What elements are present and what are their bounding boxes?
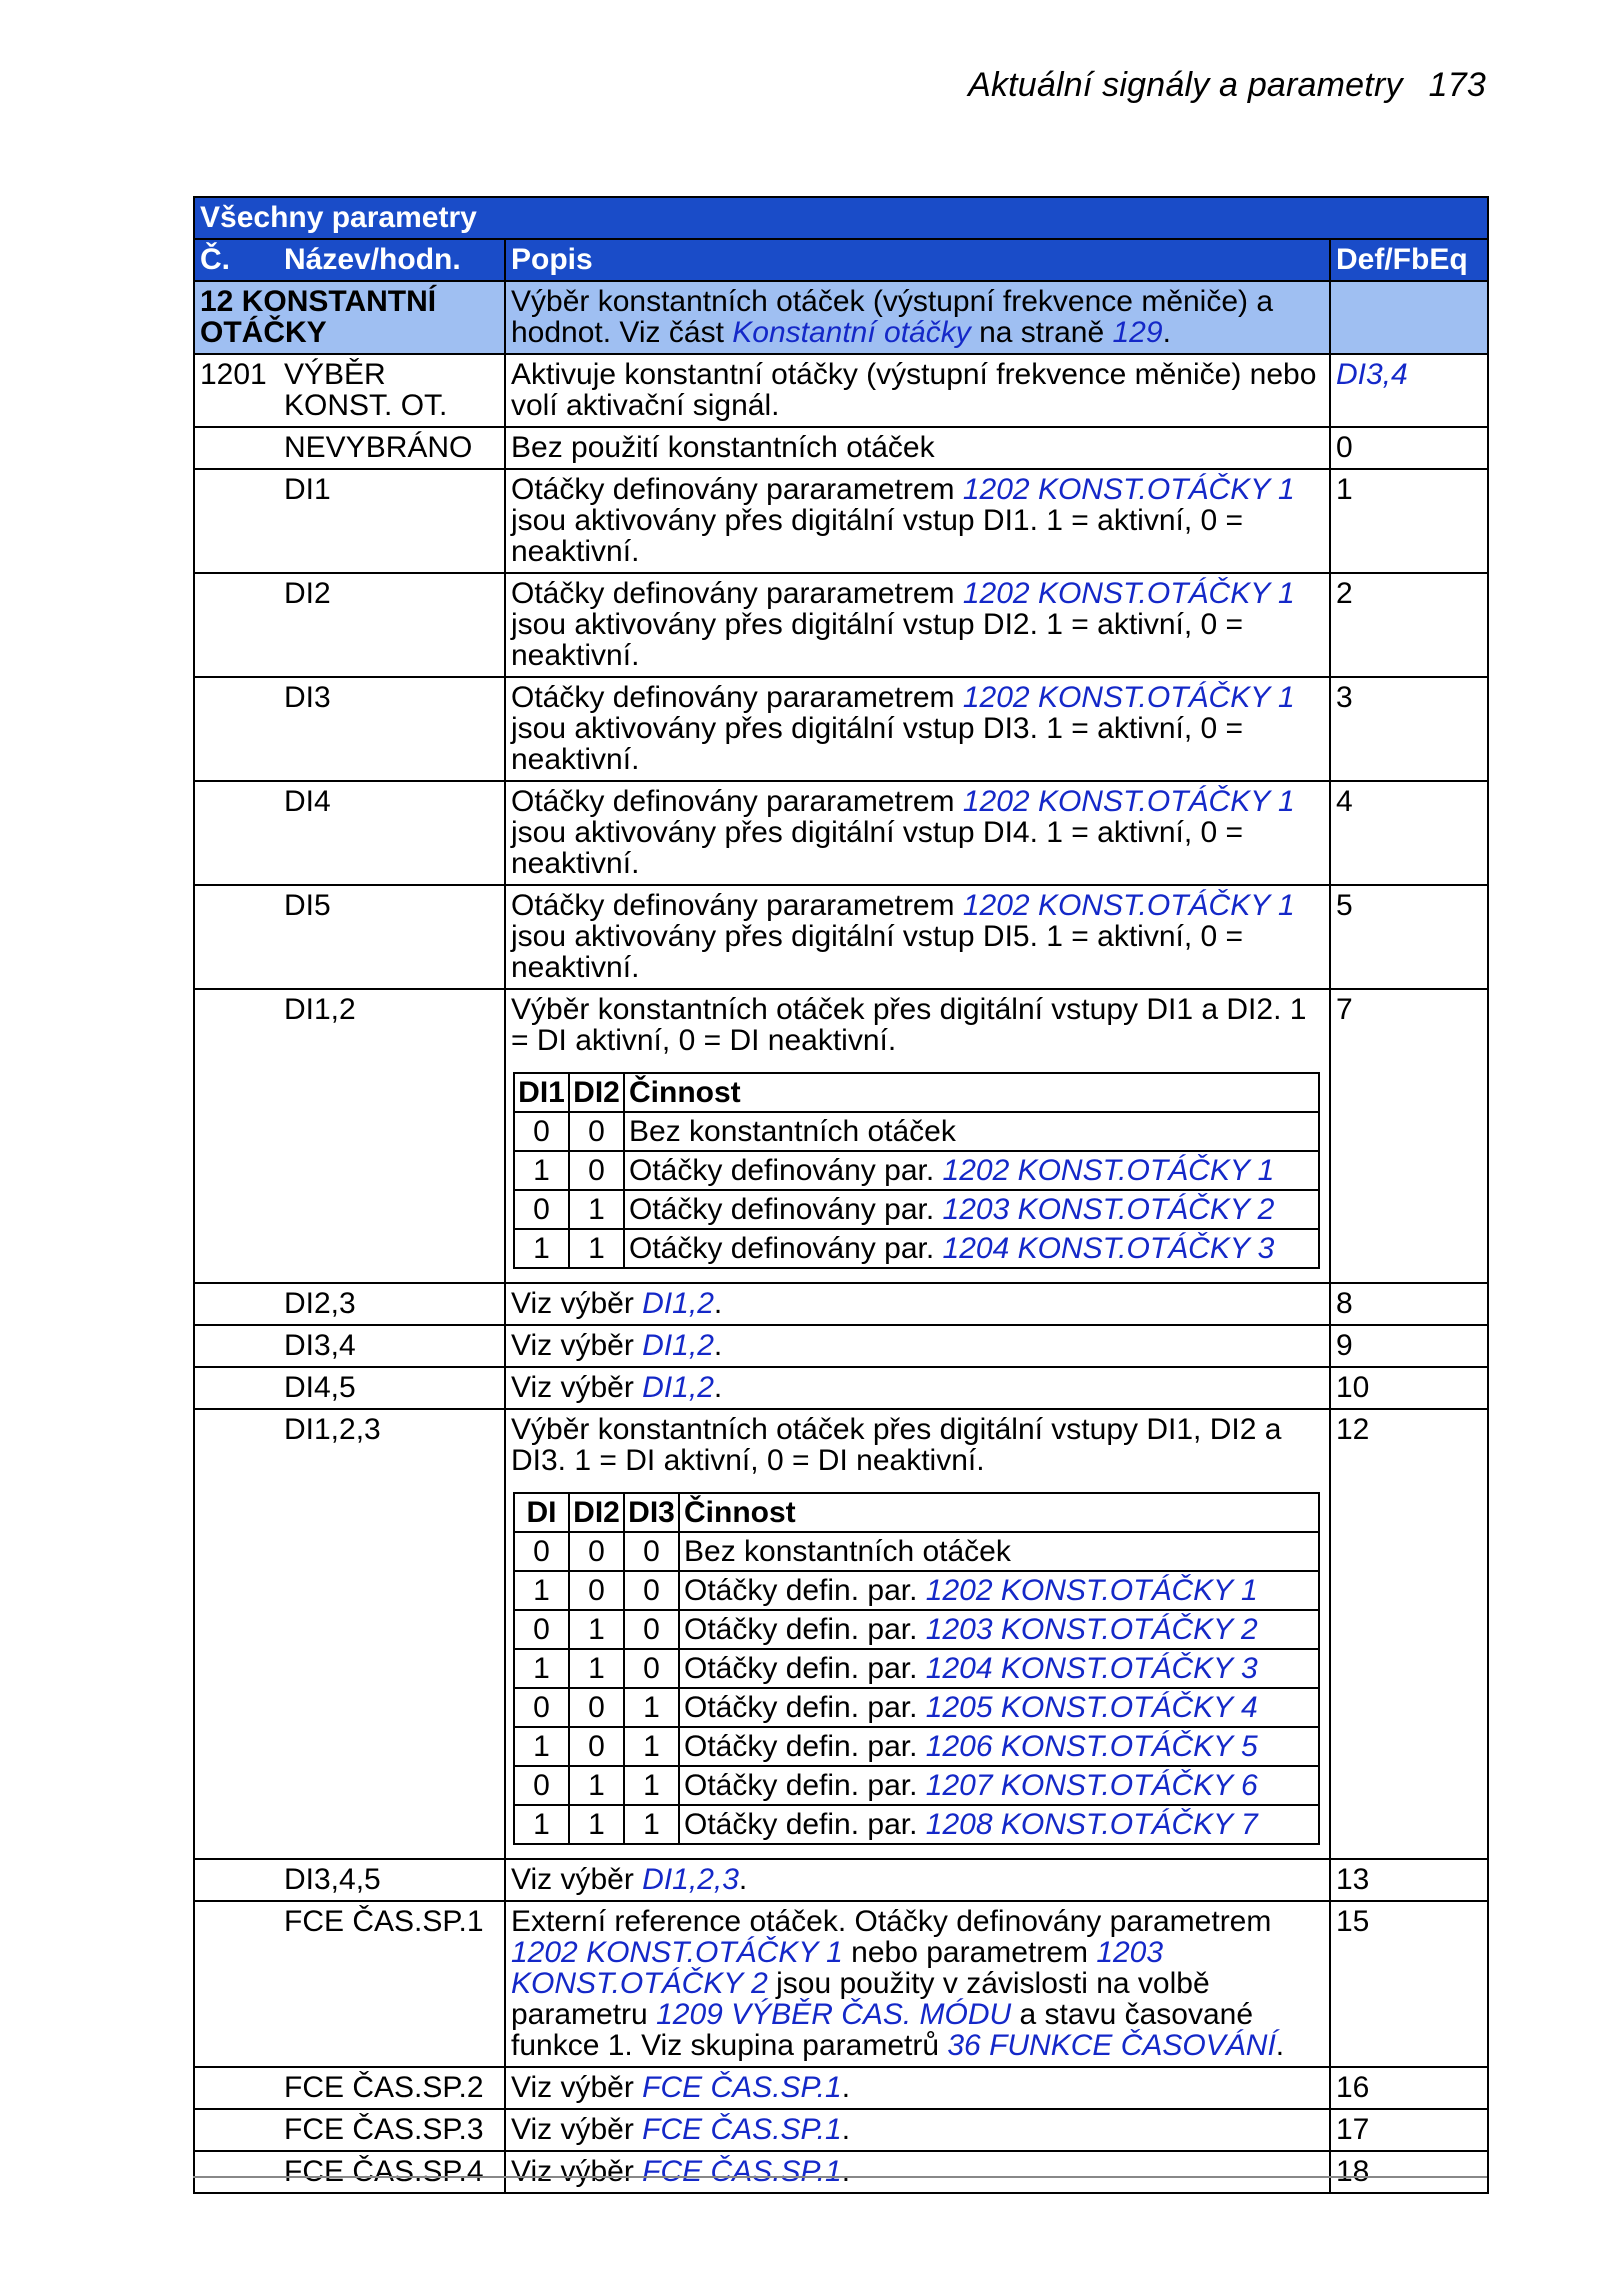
cell-di1: 0 (514, 1610, 569, 1649)
value-fbeq: 0 (1330, 427, 1488, 469)
action-link[interactable]: 1202 KONST.OTÁČKY 1 (942, 1154, 1275, 1187)
page-header (0, 66, 1486, 105)
value-fbeq: 12 (1330, 1409, 1488, 1859)
cell-di3: 0 (624, 1610, 679, 1649)
value-row-fce1 (194, 1901, 1488, 2067)
desc-end: . (1275, 2029, 1285, 2062)
cell-di1: 1 (514, 1727, 569, 1766)
action-text: Bez konstantních otáček (629, 1115, 956, 1148)
cell-action (624, 1112, 1319, 1151)
header-di1: DI1 (514, 1073, 569, 1112)
value-description (505, 677, 1330, 781)
value-fbeq: 5 (1330, 885, 1488, 989)
desc-end: . (841, 2155, 851, 2188)
value-fbeq: 17 (1330, 2109, 1488, 2151)
desc-text: Viz výběr (511, 2071, 643, 2104)
group-row (194, 281, 1488, 354)
truth-table-row (514, 1190, 1319, 1229)
col-number-header: Č. (200, 243, 230, 276)
desc-text: Viz výběr (511, 1287, 643, 1320)
param-name (194, 354, 505, 427)
footer-divider (193, 2176, 1487, 2178)
desc-link[interactable]: DI1,2 (642, 1329, 714, 1362)
desc-text2: jsou aktivovány přes digitální vstup DI4. 1 = aktivní, 0 = neaktivní. (511, 816, 1244, 880)
value-fbeq: 9 (1330, 1325, 1488, 1367)
cell-di1: 0 (514, 1190, 569, 1229)
col-desc-header: Popis (505, 239, 1330, 281)
value-name: DI3 (194, 677, 505, 781)
cell-di2: 0 (569, 1112, 624, 1151)
param-default (1330, 354, 1488, 427)
value-description (505, 2067, 1330, 2109)
desc-text: Viz výběr (511, 1863, 643, 1896)
cell-action (679, 1688, 1319, 1727)
desc-link[interactable]: 1202 KONST.OTÁČKY 1 (962, 681, 1295, 714)
header-di3: DI3 (624, 1493, 679, 1532)
value-description (505, 1901, 1330, 2067)
param-number: 1201 (200, 358, 267, 391)
desc-link-1209[interactable]: 1209 VÝBĚR ČAS. MÓDU (656, 1998, 1012, 2031)
value-row-di5 (194, 885, 1488, 989)
action-link[interactable]: 1202 KONST.OTÁČKY 1 (925, 1574, 1258, 1607)
desc-link[interactable]: FCE ČAS.SP.1 (642, 2071, 842, 2104)
desc-end: . (713, 1287, 723, 1320)
cell-di3: 1 (624, 1766, 679, 1805)
desc-link[interactable]: 1202 KONST.OTÁČKY 1 (962, 785, 1295, 818)
action-text: Otáčky defin. par. (684, 1652, 926, 1685)
truth-table-header (514, 1493, 1319, 1532)
table-title: Všechny parametry (194, 197, 1488, 239)
group-description (505, 281, 1330, 354)
group-desc-text2: na straně (970, 316, 1113, 349)
desc-link[interactable]: 1202 KONST.OTÁČKY 1 (962, 889, 1295, 922)
desc-text2: jsou aktivovány přes digitální vstup DI5. 1 = aktivní, 0 = neaktivní. (511, 920, 1244, 984)
group-default (1330, 281, 1488, 354)
desc-text: Otáčky definovány pararametrem (511, 785, 963, 818)
cell-di3: 0 (624, 1571, 679, 1610)
header-di: DI (514, 1493, 569, 1532)
cell-di3: 1 (624, 1688, 679, 1727)
truth-table-row (514, 1229, 1319, 1268)
value-row-di34 (194, 1325, 1488, 1367)
col-name-label: Název/hodn. (284, 243, 461, 276)
value-fbeq: 2 (1330, 573, 1488, 677)
truth-table-row (514, 1649, 1319, 1688)
value-name: FCE ČAS.SP.1 (194, 1901, 505, 2067)
value-description (505, 2151, 1330, 2193)
param-row (194, 354, 1488, 427)
cell-di3: 1 (624, 1727, 679, 1766)
value-description (505, 885, 1330, 989)
desc-link[interactable]: DI1,2 (642, 1287, 714, 1320)
desc-link-1203[interactable]: 1203 KONST.OTÁČKY 2 (511, 1936, 1164, 2000)
cell-action (679, 1727, 1319, 1766)
value-description (505, 1859, 1330, 1901)
cell-di3: 0 (624, 1532, 679, 1571)
value-name: DI4,5 (194, 1367, 505, 1409)
value-fbeq: 8 (1330, 1283, 1488, 1325)
value-name: DI1,2 (194, 989, 505, 1283)
desc-text: Výběr konstantních otáček přes digitální vstupy DI1, DI2 a DI3. 1 = DI aktivní, 0 = DI neaktivní. (511, 1413, 1282, 1477)
desc-text: Viz výběr (511, 1371, 643, 1404)
truth-table-row (514, 1727, 1319, 1766)
value-fbeq: 10 (1330, 1367, 1488, 1409)
desc-link[interactable]: DI1,2,3 (642, 1863, 739, 1896)
value-description (505, 2109, 1330, 2151)
desc-text: Viz výběr (511, 2113, 643, 2146)
desc-end: . (841, 2071, 851, 2104)
value-row-fce4 (194, 2151, 1488, 2193)
action-link[interactable]: 1203 KONST.OTÁČKY 2 (925, 1613, 1258, 1646)
action-text: Bez konstantních otáček (684, 1535, 1011, 1568)
cell-di2: 0 (569, 1727, 624, 1766)
header-action: Činnost (624, 1073, 1319, 1112)
desc-end: . (738, 1863, 748, 1896)
cell-action (679, 1766, 1319, 1805)
action-link[interactable]: 1207 KONST.OTÁČKY 6 (925, 1769, 1258, 1802)
value-description (505, 1325, 1330, 1367)
di12-truth-table (513, 1072, 1320, 1269)
action-text: Otáčky definovány par. (629, 1154, 943, 1187)
action-text: Otáčky definovány par. (629, 1232, 943, 1265)
desc-text: Výběr konstantních otáček přes digitální vstupy DI1 a DI2. 1 = DI aktivní, 0 = DI neaktivní. (511, 993, 1307, 1057)
action-link[interactable]: 1206 KONST.OTÁČKY 5 (925, 1730, 1258, 1763)
cell-action (624, 1151, 1319, 1190)
desc-link-36[interactable]: 36 FUNKCE ČASOVÁNÍ (947, 2029, 1276, 2062)
desc-text: Otáčky definovány pararametrem (511, 889, 963, 922)
cell-di2: 0 (569, 1688, 624, 1727)
col-name-header (194, 239, 505, 281)
value-description: Bez použití konstantních otáček (505, 427, 1330, 469)
value-fbeq: 1 (1330, 469, 1488, 573)
cell-action (624, 1229, 1319, 1268)
desc-text: Otáčky definovány pararametrem (511, 577, 963, 610)
value-name: DI2,3 (194, 1283, 505, 1325)
desc-text: jsou použity v závislosti na volbě parametru (511, 1967, 1210, 2031)
col-def-header: Def/FbEq (1330, 239, 1488, 281)
group-desc-end: . (1162, 316, 1171, 349)
desc-link-1202[interactable]: 1202 KONST.OTÁČKY 1 (511, 1936, 843, 1969)
value-row-di12 (194, 989, 1488, 1283)
cell-di1: 1 (514, 1649, 569, 1688)
cell-di1: 0 (514, 1532, 569, 1571)
action-link[interactable]: 1204 KONST.OTÁČKY 3 (925, 1652, 1258, 1685)
value-row-di4 (194, 781, 1488, 885)
desc-text2: jsou aktivovány přes digitální vstup DI2. 1 = aktivní, 0 = neaktivní. (511, 608, 1244, 672)
value-description (505, 781, 1330, 885)
column-header-row (194, 239, 1488, 281)
di123-truth-table (513, 1492, 1320, 1845)
value-row-fce3 (194, 2109, 1488, 2151)
value-name: DI4 (194, 781, 505, 885)
value-name: FCE ČAS.SP.3 (194, 2109, 505, 2151)
desc-text: Otáčky definovány pararametrem (511, 681, 963, 714)
truth-table-row (514, 1532, 1319, 1571)
cell-action (679, 1649, 1319, 1688)
desc-link[interactable]: FCE ČAS.SP.1 (642, 2155, 842, 2188)
value-row-di45 (194, 1367, 1488, 1409)
truth-table-row (514, 1805, 1319, 1844)
header-di2: DI2 (569, 1073, 624, 1112)
cell-di1: 1 (514, 1229, 569, 1268)
desc-text: Viz výběr (511, 1329, 643, 1362)
cell-action (679, 1571, 1319, 1610)
action-link[interactable]: 1208 KONST.OTÁČKY 7 (925, 1808, 1258, 1841)
cell-di1: 0 (514, 1112, 569, 1151)
desc-text: Otáčky definovány pararametrem (511, 473, 963, 506)
desc-link[interactable]: 1202 KONST.OTÁČKY 1 (962, 473, 1295, 506)
group-name-line1: 12 KONSTANTNÍ (200, 285, 437, 318)
value-name: DI1 (194, 469, 505, 573)
value-description (505, 1283, 1330, 1325)
group-name-line2: OTÁČKY (200, 316, 327, 349)
action-text: Otáčky defin. par. (684, 1808, 926, 1841)
truth-table-header (514, 1073, 1319, 1112)
cell-di1: 1 (514, 1151, 569, 1190)
cell-di2: 0 (569, 1532, 624, 1571)
value-row-di1 (194, 469, 1488, 573)
value-row-di3 (194, 677, 1488, 781)
action-link[interactable]: 1203 KONST.OTÁČKY 2 (942, 1193, 1275, 1226)
value-row-fce2 (194, 2067, 1488, 2109)
value-name: DI5 (194, 885, 505, 989)
value-fbeq: 15 (1330, 1901, 1488, 2067)
action-text: Otáčky definovány par. (629, 1193, 943, 1226)
param-name-line1: VÝBĚR (284, 358, 386, 391)
desc-text: a stavu časované funkce 1. Viz skupina parametrů (511, 1998, 1254, 2062)
truth-table-row (514, 1766, 1319, 1805)
cell-di3: 0 (624, 1649, 679, 1688)
value-description (505, 573, 1330, 677)
action-link[interactable]: 1204 KONST.OTÁČKY 3 (942, 1232, 1275, 1265)
header-action: Činnost (679, 1493, 1319, 1532)
truth-table-row (514, 1610, 1319, 1649)
action-text: Otáčky defin. par. (684, 1574, 926, 1607)
value-name: DI3,4 (194, 1325, 505, 1367)
cell-di2: 1 (569, 1805, 624, 1844)
group-desc-text: Výběr konstantních otáček (výstupní frekvence měniče) a hodnot. Viz část (511, 285, 1274, 349)
table-title-row (194, 197, 1488, 239)
value-row-di345 (194, 1859, 1488, 1901)
value-fbeq: 3 (1330, 677, 1488, 781)
cell-action (679, 1805, 1319, 1844)
cell-di2: 1 (569, 1649, 624, 1688)
desc-text: Viz výběr (511, 2155, 643, 2188)
cell-di2: 0 (569, 1571, 624, 1610)
header-di2: DI2 (569, 1493, 624, 1532)
value-description (505, 1409, 1330, 1859)
cell-action (624, 1190, 1319, 1229)
cell-di2: 1 (569, 1229, 624, 1268)
truth-table-row (514, 1571, 1319, 1610)
value-description (505, 469, 1330, 573)
parameters-table (193, 196, 1489, 2194)
truth-table-row (514, 1151, 1319, 1190)
value-name: DI1,2,3 (194, 1409, 505, 1859)
value-description (505, 1367, 1330, 1409)
group-name (194, 281, 505, 354)
desc-link[interactable]: DI1,2 (642, 1371, 714, 1404)
value-description (505, 989, 1330, 1283)
value-row-di23 (194, 1283, 1488, 1325)
desc-link[interactable]: 1202 KONST.OTÁČKY 1 (962, 577, 1295, 610)
action-text: Otáčky defin. par. (684, 1730, 926, 1763)
value-row-di123 (194, 1409, 1488, 1859)
desc-text: nebo parametrem (842, 1936, 1097, 1969)
section-title: Aktuální signály a parametry (968, 66, 1403, 104)
group-desc-link[interactable]: Konstantní otáčky (732, 316, 971, 349)
value-name: FCE ČAS.SP.4 (194, 2151, 505, 2193)
desc-text2: jsou aktivovány přes digitální vstup DI3. 1 = aktivní, 0 = neaktivní. (511, 712, 1244, 776)
value-name: NEVYBRÁNO (194, 427, 505, 469)
cell-di2: 0 (569, 1151, 624, 1190)
group-desc-page-link[interactable]: 129 (1112, 316, 1163, 349)
cell-di1: 0 (514, 1766, 569, 1805)
param-name-line2: KONST. OT. (284, 389, 448, 422)
value-row-nevybrano (194, 427, 1488, 469)
value-fbeq: 18 (1330, 2151, 1488, 2193)
cell-di2: 1 (569, 1766, 624, 1805)
param-default-link[interactable]: DI3,4 (1336, 358, 1408, 391)
value-name: DI2 (194, 573, 505, 677)
param-description: Aktivuje konstantní otáčky (výstupní frekvence měniče) nebo volí aktivační signál. (505, 354, 1330, 427)
page-number: 173 (1428, 66, 1486, 104)
action-text: Otáčky defin. par. (684, 1613, 926, 1646)
action-link[interactable]: 1205 KONST.OTÁČKY 4 (925, 1691, 1258, 1724)
desc-link[interactable]: FCE ČAS.SP.1 (642, 2113, 842, 2146)
truth-table-row (514, 1112, 1319, 1151)
cell-action (679, 1532, 1319, 1571)
value-name: DI3,4,5 (194, 1859, 505, 1901)
action-text: Otáčky defin. par. (684, 1691, 926, 1724)
desc-text2: jsou aktivovány přes digitální vstup DI1. 1 = aktivní, 0 = neaktivní. (511, 504, 1244, 568)
value-fbeq: 7 (1330, 989, 1488, 1283)
value-name: FCE ČAS.SP.2 (194, 2067, 505, 2109)
cell-di1: 1 (514, 1571, 569, 1610)
cell-di1: 0 (514, 1688, 569, 1727)
value-fbeq: 13 (1330, 1859, 1488, 1901)
desc-end: . (713, 1329, 723, 1362)
action-text: Otáčky defin. par. (684, 1769, 926, 1802)
value-fbeq: 16 (1330, 2067, 1488, 2109)
cell-di1: 1 (514, 1805, 569, 1844)
cell-di2: 1 (569, 1190, 624, 1229)
desc-text: Externí reference otáček. Otáčky definovány parametrem (511, 1905, 1272, 1938)
value-row-di2 (194, 573, 1488, 677)
value-fbeq: 4 (1330, 781, 1488, 885)
cell-di3: 1 (624, 1805, 679, 1844)
truth-table-row (514, 1688, 1319, 1727)
desc-end: . (713, 1371, 723, 1404)
cell-di2: 1 (569, 1610, 624, 1649)
desc-end: . (841, 2113, 851, 2146)
cell-action (679, 1610, 1319, 1649)
